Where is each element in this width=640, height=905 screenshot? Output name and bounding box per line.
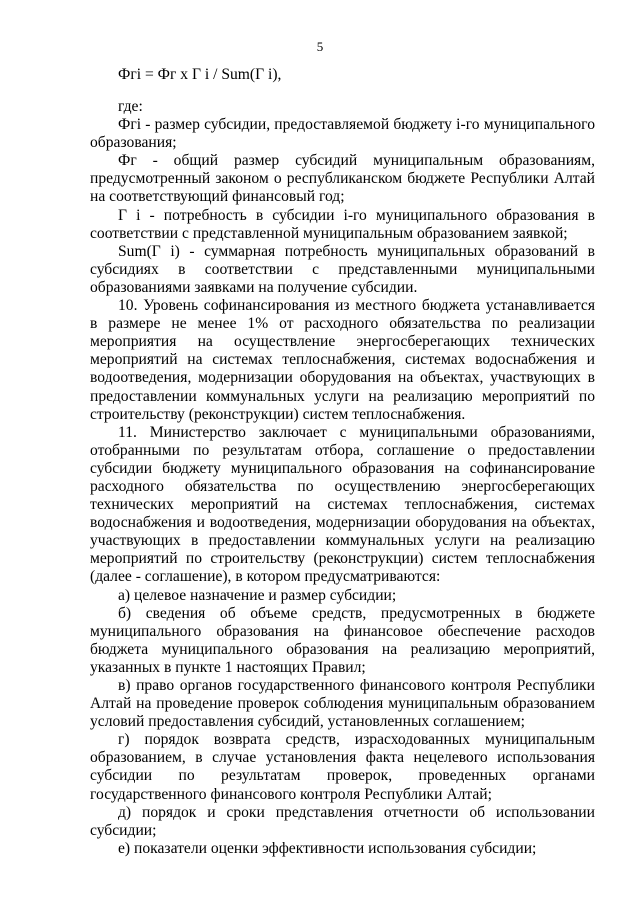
list-item-v: в) право органов государственного финансового контроля Республики Алтай на проведение проверок соблюдения муниципальным образованием условий предоставления субсидий, установленных соглашением; xyxy=(90,677,595,731)
list-item-d: д) порядок и сроки представления отчетности об использовании субсидии; xyxy=(90,803,595,839)
subsidy-formula: Фгi = Фг х Г i / Sum(Г i), xyxy=(118,66,282,83)
where-label: где: xyxy=(118,98,143,115)
definition-sum-gi: Sum(Г i) - суммарная потребность муниципальных образований в субсидиях в соответствии с представленными муниципальными образованиями заявками на получение субсидии. xyxy=(90,242,595,296)
page-number: 5 xyxy=(316,39,324,54)
clause-11: 11. Министерство заключает с муниципальными образованиями, отобранными по результатам отбора, соглашение о предоставлении субсидии бюджету муниципального образования на софинансирование расходного обязательства по осуществлению энергосберегающих технических мероприятий на системах теплоснабжения, системах водоснабжения и водоотведения, модернизации оборудования на объектах, участвующих в предоставлении коммунальных услуги на реализацию мероприятий по строительству (реконструкции) систем теплоснабжения (далее - соглашение), в котором предусматриваются: xyxy=(90,423,595,586)
clause-10: 10. Уровень софинансирования из местного бюджета устанавливается в размере не менее 1% от расходного обязательства по реализации мероприятия на осуществление энергосберегающих технических мероприятий на системах теплоснабжения, системах водоснабжения и водоотведения, модернизации оборудования на объектах, участвующих в предоставлении коммунальных услуги на реализацию мероприятий по строительству (реконструкции) систем теплоснабжения. xyxy=(90,297,595,423)
definition-gi: Г i - потребность в субсидии i-го муниципального образования в соответствии с представленной муниципальным образованием заявкой; xyxy=(90,206,595,242)
list-item-e: е) показатели оценки эффективности использования субсидии; xyxy=(118,839,537,857)
list-item-g: г) порядок возврата средств, израсходованных муниципальным образованием, в случае установления факта нецелевого использования субсидии по результатам проверок, проведенных органами государственного финансового контроля Республики Алтай; xyxy=(90,731,595,803)
list-item-a: а) целевое назначение и размер субсидии; xyxy=(118,586,397,604)
definition-fgi: Фгi - размер субсидии, предоставляемой бюджету i-го муниципального образования; xyxy=(90,116,595,152)
definition-fg: Фг - общий размер субсидий муниципальным образованиям, предусмотренный законом о республиканском бюджете Республики Алтай на соответствующий финансовый год; xyxy=(90,152,595,206)
body-text xyxy=(90,98,595,858)
list-item-b: б) сведения об объеме средств, предусмотренных в бюджете муниципального образования на финансовое обеспечение расходов бюджета муниципального образования на реализацию мероприятий, указанных в пункте 1 настоящих Правил; xyxy=(90,604,595,676)
